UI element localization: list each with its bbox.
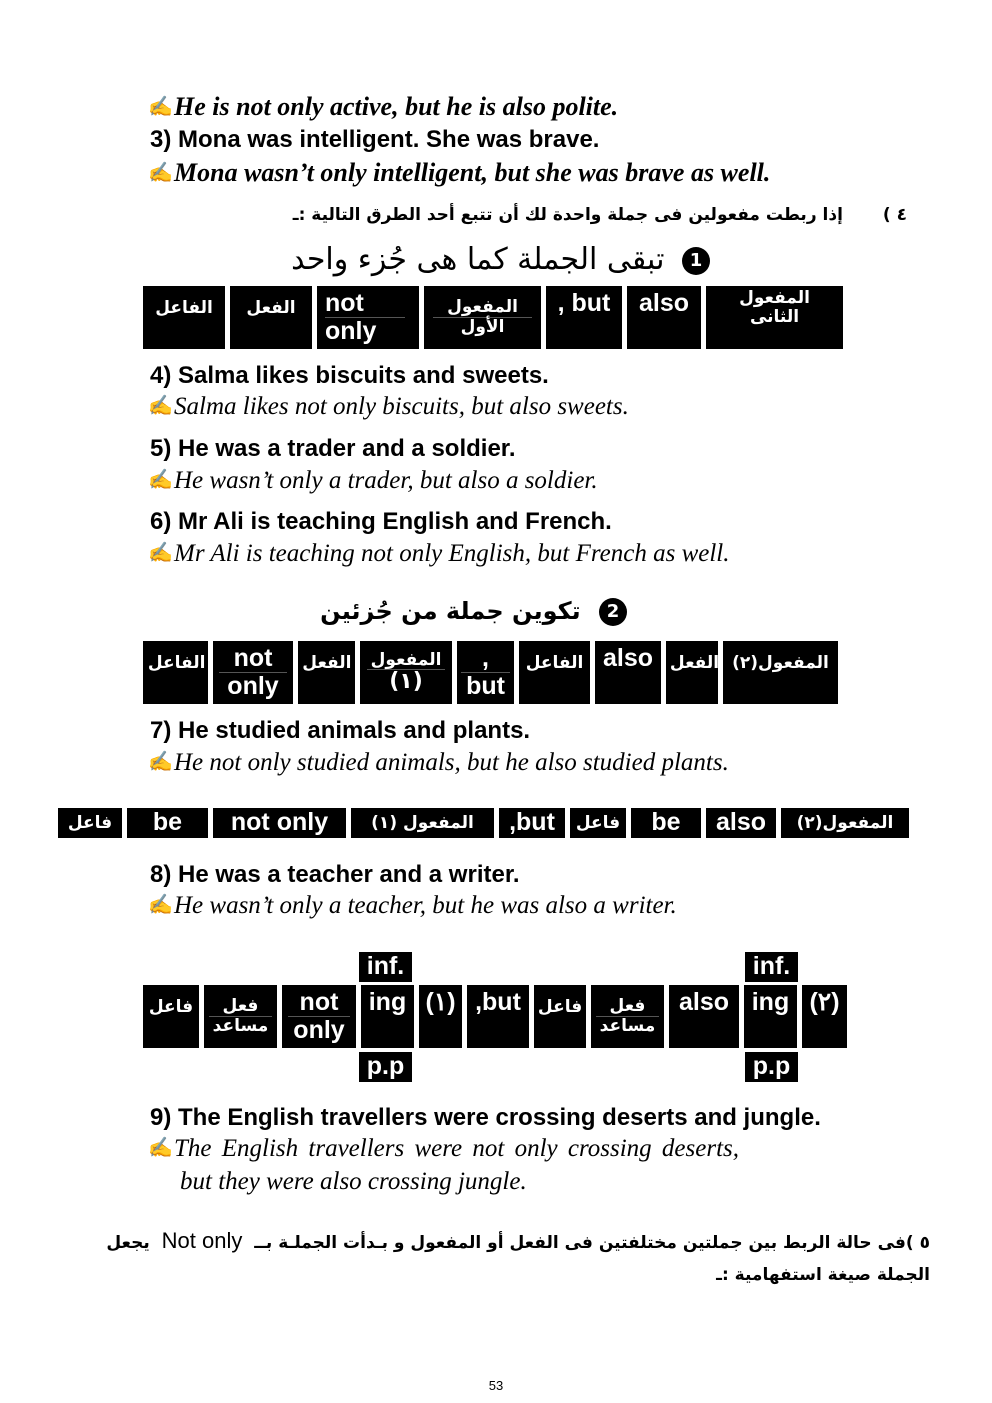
example-3-answer: ✍Mona wasn’t only intelligent, but she was brave as well.: [148, 158, 771, 187]
page-number: 53: [488, 1378, 504, 1393]
example-9-question: 9) The English travellers were crossing deserts and jungle.: [150, 1104, 821, 1131]
table4-inf-label-2: inf.: [745, 952, 798, 982]
example-9-answer-line-2: but they were also crossing jungle.: [180, 1168, 527, 1195]
example-8-question: 8) He was a teacher and a writer.: [150, 861, 520, 888]
pen-icon: ✍: [148, 894, 173, 916]
example-8-answer: ✍He wasn’t only a teacher, but he was also a writer.: [148, 892, 677, 919]
table1-cell-also: also: [627, 286, 701, 349]
rule-5-note-line-2: الجملة صيغة استفهامية :ـ: [716, 1265, 930, 1285]
table3-cell-subject: فاعل: [58, 808, 122, 838]
structure-table-4: [143, 985, 852, 1048]
table1-cell-subject: الفاعل: [143, 286, 225, 349]
table4-cell-aux-verb-2: فعل مساعد: [591, 985, 664, 1048]
table1-cell-first-object: المفعول الأول: [424, 286, 541, 349]
table2-cell-verb-2: الفعل: [666, 641, 718, 704]
pen-icon: ✍: [148, 96, 173, 118]
rule-4-number: ٤ ): [882, 205, 907, 225]
example-5-answer: ✍He wasn’t only a trader, but also a soldier.: [148, 467, 598, 494]
table4-cell-subject-2: فاعل: [534, 985, 586, 1048]
table3-cell-object-2: المفعول(٢): [781, 808, 909, 838]
table3-cell-subject-2: فاعل: [570, 808, 626, 838]
table3-cell-but: ,but: [499, 808, 565, 838]
structure-table-3: [58, 808, 914, 838]
number-2-badge: 2: [599, 598, 627, 626]
table3-cell-object-1: المفعول (١): [351, 808, 494, 838]
table4-cell-aux-verb: فعل مساعد: [204, 985, 277, 1048]
example-6-question: 6) Mr Ali is teaching English and French.: [150, 508, 612, 535]
example-4-question: 4) Salma likes biscuits and sweets.: [150, 362, 549, 389]
table4-pp-label-2: p.p: [745, 1052, 798, 1082]
table1-cell-not-only: not only: [317, 286, 419, 349]
table1-cell-verb: الفعل: [230, 286, 312, 349]
example-6-answer: ✍Mr Ali is teaching not only English, but French as well.: [148, 540, 730, 567]
pen-icon: ✍: [148, 469, 173, 491]
number-1-badge: 1: [682, 247, 710, 275]
pen-icon: ✍: [148, 395, 173, 417]
table3-cell-be-2: be: [631, 808, 701, 838]
table2-cell-also: also: [595, 641, 661, 704]
example-7-question: 7) He studied animals and plants.: [150, 717, 531, 744]
example-9-answer-line-1: ✍The English travellers were not only crossing deserts,: [148, 1135, 739, 1162]
table3-cell-be: be: [127, 808, 208, 838]
table1-cell-second-object: المفعول الثانى: [706, 286, 843, 349]
table4-pp-label-1: p.p: [359, 1052, 412, 1082]
table2-cell-not-only: not only: [213, 641, 293, 704]
table4-inf-label-1: inf.: [359, 952, 412, 982]
table1-cell-but: , but: [546, 286, 622, 349]
rule-4-heading: ٤ )إذا ربطت مفعولين فى جملة واحدة لك أن تتبع أحد الطرق التالية :ـ: [292, 205, 907, 225]
table2-cell-object-2: المفعول(٢): [723, 641, 838, 704]
table4-cell-not-only: not only: [282, 985, 356, 1048]
method-2-heading: 2 تكوين جملة من جُزئين: [320, 597, 627, 626]
example-7-answer: ✍He not only studied animals, but he also studied plants.: [148, 749, 729, 776]
table4-cell-object-2: (٢): [802, 985, 847, 1048]
table2-cell-object-1: المفعول (١): [360, 641, 452, 704]
example-3-question: 3) Mona was intelligent. She was brave.: [150, 126, 600, 153]
table4-cell-subject: فاعل: [143, 985, 199, 1048]
pen-icon: ✍: [148, 751, 173, 773]
table4-cell-object-1: (١): [419, 985, 462, 1048]
table3-cell-also: also: [706, 808, 776, 838]
method-1-heading: 1 تبقى الجملة كما هى جُزء واحد: [291, 242, 710, 277]
example-4-answer: ✍Salma likes not only biscuits, but also sweets.: [148, 393, 629, 420]
pen-icon: ✍: [148, 542, 173, 564]
structure-table-2: [143, 641, 843, 704]
table4-cell-also: also: [669, 985, 739, 1048]
table4-cell-ing-2: ing: [744, 985, 797, 1048]
answer-line-active-polite: ✍He is not only active, but he is also polite.: [148, 92, 619, 121]
example-5-question: 5) He was a trader and a soldier.: [150, 435, 516, 462]
pen-icon: ✍: [148, 162, 173, 184]
table3-cell-not-only: not only: [213, 808, 346, 838]
table2-cell-subject-2: الفاعل: [519, 641, 590, 704]
pen-icon: ✍: [148, 1137, 173, 1159]
table2-cell-but: , but: [457, 641, 514, 704]
table2-cell-verb: الفعل: [298, 641, 355, 704]
rule-5-note-line-1: ٥ )فى حالة الربط بين جملتين مختلفتين فى الفعل أو المفعول و بـدأت الجملـة بــ Not only يجعل: [106, 1228, 930, 1253]
table4-cell-but: ,but: [467, 985, 529, 1048]
table4-cell-ing: ing: [361, 985, 414, 1048]
structure-table-1: [143, 286, 848, 349]
table2-cell-subject: الفاعل: [143, 641, 208, 704]
